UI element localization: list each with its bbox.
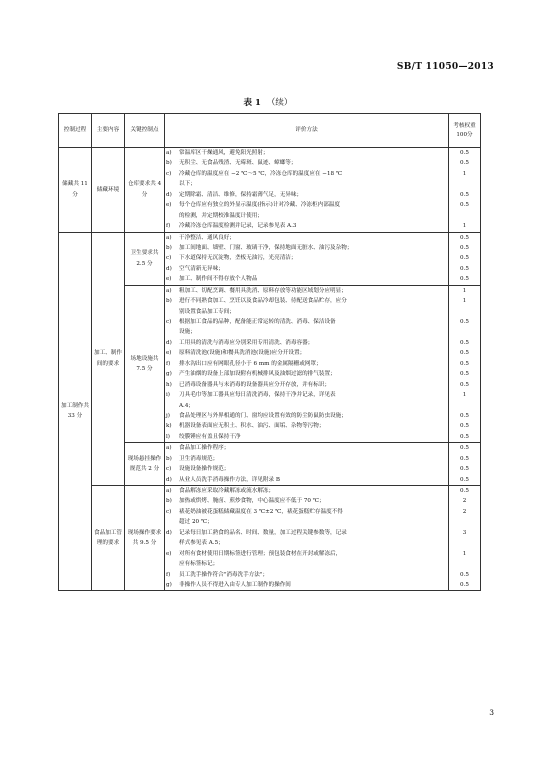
content-mgmt: 食品加工管理的要求 xyxy=(92,486,125,591)
item-text: A.4； xyxy=(179,402,194,409)
score-value: 0.5 xyxy=(460,371,469,378)
item-text: 设施； xyxy=(179,329,196,336)
method-line xyxy=(165,348,448,358)
item-marker xyxy=(165,559,179,569)
score-value: 0.5 xyxy=(460,319,469,325)
score-value xyxy=(449,559,480,569)
score-value: 0.5 xyxy=(460,423,469,430)
item-text: 已消毒设备器具与未消毒的设备器具应分开存放，并有标识； xyxy=(179,381,331,388)
score-value: 1 xyxy=(462,298,467,305)
method-line xyxy=(165,549,448,559)
score-value: 0.5 xyxy=(460,265,469,272)
item-marker: h) xyxy=(166,381,172,388)
score-value: 1 xyxy=(462,392,467,399)
score-value: 0.5 xyxy=(460,202,469,209)
item-text: 食品加工操作程序； xyxy=(179,445,230,452)
method-line xyxy=(165,528,448,538)
score-value: 0.5 xyxy=(460,234,469,241)
item-text: 原料清洗池(设施)和餐具洗消池(设施)应分开设置； xyxy=(179,350,306,357)
item-text: 应有标签标记； xyxy=(179,561,219,568)
table-row-onsite xyxy=(59,486,481,591)
item-text: 从业人员洗手消毒操作方法，详见附录 B xyxy=(179,476,280,483)
method-onsite xyxy=(165,486,449,591)
item-marker: i) xyxy=(166,392,170,399)
item-text: 设施设备操作规范； xyxy=(179,466,230,473)
item-marker: b) xyxy=(166,298,172,305)
item-text: 空气清新无异味； xyxy=(179,265,224,272)
item-text: 下水道保持无沉淀物，垄板无油污，光亮清洁； xyxy=(179,255,297,262)
score-value: 0.5 xyxy=(460,339,469,346)
item-text: 对所有食材使用日期标签进行管理；预包装食材在开封或解冻后， xyxy=(179,550,342,557)
item-text: 非操作人员不得进入由专人加工制作的操作间 xyxy=(179,581,291,588)
score-onsite xyxy=(449,486,481,591)
method-line xyxy=(165,517,448,527)
item-marker: d) xyxy=(166,265,172,272)
method-line xyxy=(165,507,448,517)
item-text: 进行不同熟食加工、烹饪以及食品冷却包装、待配送食品贮存，应分 xyxy=(179,298,347,305)
method-line xyxy=(165,274,448,284)
item-text: 定期除霜、清洁、维修，保持霜薄气足，无异味； xyxy=(179,191,303,198)
item-text: 刀具毛巾等加工器具应每日清洗消毒，保持干净并记录，详见表 xyxy=(179,392,336,399)
table-row-warehouse xyxy=(59,148,481,233)
method-line xyxy=(165,190,448,200)
item-marker: c) xyxy=(166,255,172,262)
score-value: 0.5 xyxy=(460,255,469,262)
table-row-hygiene xyxy=(59,232,481,285)
item-marker xyxy=(165,517,179,527)
method-line xyxy=(165,221,448,231)
key-point-facilities: 场地设施共 7.5 分 xyxy=(125,285,165,443)
item-marker: g) xyxy=(166,371,172,378)
item-text: 常温库区干燥通风，避免阳光照射； xyxy=(179,150,269,156)
item-marker: c) xyxy=(166,319,172,325)
item-marker: b) xyxy=(166,244,172,251)
item-text: 冷藏冷冻仓库温度检测并记录，记录参见表 A.3 xyxy=(179,223,297,230)
item-text: 加工、制作间不得存放个人物品 xyxy=(179,276,258,283)
item-text: 记录每日加工熟食的品名、时间、数量，加工过程关键参数等，记录 xyxy=(179,529,347,536)
score-value: 0.5 xyxy=(460,350,469,357)
item-text: 食品处理区与外界相通的门、窗均应设置有效的防尘防鼠防虫设施； xyxy=(179,412,347,419)
method-line xyxy=(165,179,448,189)
method-line xyxy=(165,211,448,221)
header-process: 控制过程 xyxy=(59,114,92,148)
item-text: 以下； xyxy=(179,181,196,188)
method-warehouse xyxy=(165,148,449,233)
table-title-continued: （续） xyxy=(266,98,293,108)
table-header-row xyxy=(59,114,481,148)
method-line xyxy=(165,327,448,337)
score-value: 0.5 xyxy=(460,160,469,167)
method-facilities xyxy=(165,285,449,443)
method-line xyxy=(165,243,448,253)
item-marker: b) xyxy=(166,498,172,505)
key-point-onsite: 现场操作要求共 9.5 分 xyxy=(125,486,165,591)
item-marker: b) xyxy=(166,455,172,462)
method-line xyxy=(165,359,448,369)
key-point-hygiene: 卫生要求共 2.5 分 xyxy=(125,232,165,285)
method-line xyxy=(165,421,448,431)
item-marker: a) xyxy=(166,445,172,452)
score-value: 0.5 xyxy=(460,571,469,578)
method-line xyxy=(165,580,448,590)
score-value: 2 xyxy=(462,498,467,505)
header-content: 主要内容 xyxy=(92,114,125,148)
item-marker: g) xyxy=(166,581,172,588)
item-marker xyxy=(165,538,179,548)
item-marker: f) xyxy=(166,360,171,367)
item-text: 无积尘、无食品残渣、无霉斑、鼠迹、蟑螂等； xyxy=(179,160,297,167)
item-marker: a) xyxy=(166,150,172,156)
method-line xyxy=(165,538,448,548)
score-value xyxy=(449,179,480,189)
score-value: 0.5 xyxy=(460,581,469,588)
item-marker: k) xyxy=(166,423,172,430)
item-text: 员工洗手操作符合"消毒洗手方法"； xyxy=(179,571,269,578)
item-marker: d) xyxy=(166,191,172,198)
item-text: 样式参见表 A.5； xyxy=(179,540,224,547)
item-marker: c) xyxy=(166,170,172,177)
score-ops-spec xyxy=(449,443,481,486)
score-warehouse xyxy=(449,148,481,233)
item-marker: e) xyxy=(166,276,172,283)
item-marker: a) xyxy=(166,488,172,494)
score-value: 0.5 xyxy=(460,412,469,419)
method-line xyxy=(165,296,448,306)
method-line xyxy=(165,380,448,390)
item-text: 卫生消毒规范； xyxy=(179,455,219,462)
method-ops-spec xyxy=(165,443,449,486)
item-text: 机器设备表面应无积土、积水、油污、面垢、杂物等污物； xyxy=(179,423,325,430)
method-line xyxy=(165,158,448,168)
item-text: 超过 20 ℃； xyxy=(179,519,213,526)
item-text: 产生油烟的设备上部加设附有机械排风及油烟过滤的排气装置； xyxy=(179,371,336,378)
score-value: 0.5 xyxy=(460,150,469,156)
score-value: 3 xyxy=(462,529,467,536)
item-marker: f) xyxy=(166,571,171,578)
item-marker: e) xyxy=(166,350,172,357)
item-text: 排水沟出口应有网眼孔径小于 6 mm 的金属隔栅或网罩； xyxy=(179,360,322,367)
method-line xyxy=(165,475,448,485)
content-env: 加工、制作间的要求 xyxy=(92,232,125,486)
item-marker xyxy=(165,307,179,317)
method-line xyxy=(165,454,448,464)
process-storage: 储藏共 11 分 xyxy=(59,148,92,233)
method-line xyxy=(165,411,448,421)
method-line xyxy=(165,443,448,453)
score-value: 2 xyxy=(462,508,467,515)
method-line xyxy=(165,264,448,274)
item-marker xyxy=(165,327,179,337)
table-title-label: 表 1 xyxy=(243,98,261,108)
score-value: 1 xyxy=(462,223,467,230)
header-weight: 考核权重100分 xyxy=(449,114,481,148)
item-text: 冷藏仓库的温度应在 −2 ℃～5 ℃，冷冻仓库的温度应在 −18 ℃ xyxy=(179,170,343,177)
method-line xyxy=(165,169,448,179)
score-value: 0.5 xyxy=(460,276,469,283)
key-point-ops-spec: 现场悬挂操作规范共 2 分 xyxy=(125,443,165,486)
item-marker: d) xyxy=(166,529,172,536)
method-line xyxy=(165,369,448,379)
score-value: 0.5 xyxy=(460,381,469,388)
item-marker xyxy=(165,401,179,411)
header-key-point: 关键控制点 xyxy=(125,114,165,148)
item-marker: a) xyxy=(166,287,172,294)
method-line xyxy=(165,286,448,296)
item-marker: e) xyxy=(166,202,172,209)
item-marker: e) xyxy=(166,550,172,557)
item-text: 食品解冻应采取冷藏解冻或流水解冻； xyxy=(179,488,275,494)
method-line xyxy=(165,496,448,506)
item-marker: l) xyxy=(166,433,170,440)
method-line xyxy=(165,200,448,210)
item-text: 每个仓库应有独立的外显示温度(指示)计对冷藏、冷冻柜内部温度 xyxy=(179,202,340,209)
item-marker: j) xyxy=(166,412,170,419)
score-value: 0.5 xyxy=(460,466,469,473)
item-text: 的检测，并定期校准温度计使用； xyxy=(179,212,263,219)
score-value xyxy=(449,538,480,548)
item-text: 绞膜锤应有盖且保持干净 xyxy=(179,433,241,440)
score-value: 0.5 xyxy=(460,433,469,440)
item-marker: b) xyxy=(166,160,172,167)
item-marker: a) xyxy=(166,234,172,241)
method-line xyxy=(165,570,448,580)
score-value xyxy=(449,211,480,221)
score-value xyxy=(449,401,480,411)
item-marker: c) xyxy=(166,466,172,473)
method-line xyxy=(165,390,448,400)
score-value: 0.5 xyxy=(460,445,469,452)
score-value: 0.5 xyxy=(460,488,469,494)
score-value: 0.5 xyxy=(460,476,469,483)
method-line xyxy=(165,253,448,263)
item-text: 加热或烘烤、腌卤、煎炒食物，中心温度应不低于 70 ℃； xyxy=(179,498,325,505)
score-value: 1 xyxy=(462,170,467,177)
method-line xyxy=(165,559,448,569)
item-text: 裱花奶油被花蛋糕储藏温度在 3 ℃±2 ℃，裱花蛋糕贮存温度不得 xyxy=(179,508,343,515)
header-method: 评价方法 xyxy=(165,114,449,148)
item-marker: d) xyxy=(166,339,172,346)
score-value xyxy=(449,307,480,317)
process-processing: 加工制作共 33 分 xyxy=(59,232,92,591)
method-line xyxy=(165,486,448,496)
score-value: 1 xyxy=(462,550,467,557)
method-line xyxy=(165,148,448,158)
method-line xyxy=(165,401,448,411)
item-marker xyxy=(165,211,179,221)
score-value: 0.5 xyxy=(460,360,469,367)
table-title xyxy=(0,96,536,108)
content-storage: 储藏环境 xyxy=(92,148,125,233)
item-text: 工用具的清洗与消毒应分别采用专用清洗、消毒容器； xyxy=(179,339,314,346)
item-marker: c) xyxy=(166,508,172,515)
evaluation-table xyxy=(58,113,481,591)
page-number: 3 xyxy=(489,708,494,717)
method-line xyxy=(165,317,448,327)
item-text: 粗加工、切配烹调、餐用具洗消、原料存放等功能区域划分应明显； xyxy=(179,287,347,294)
method-line xyxy=(165,432,448,442)
item-marker xyxy=(165,179,179,189)
score-value xyxy=(449,327,480,337)
score-value xyxy=(449,517,480,527)
method-line xyxy=(165,233,448,243)
method-hygiene xyxy=(165,232,449,285)
item-marker: d) xyxy=(166,476,172,483)
score-facilities xyxy=(449,285,481,443)
method-line xyxy=(165,464,448,474)
key-point-warehouse: 仓库要求共 4 分 xyxy=(125,148,165,233)
item-text: 根据加工食品的品种，配备能正常运转的清洗、消毒、保洁设备 xyxy=(179,319,336,325)
score-value: 0.5 xyxy=(460,191,469,198)
method-line xyxy=(165,307,448,317)
standard-number: SB/T 11050—2013 xyxy=(396,62,494,72)
score-value: 0.5 xyxy=(460,455,469,462)
score-value: 0.5 xyxy=(460,244,469,251)
item-text: 加工间地面、墙壁、门窗、玻璃干净，保持地面无脏水、油污及杂物； xyxy=(179,244,353,251)
item-marker: f) xyxy=(166,223,171,230)
score-value: 1 xyxy=(462,287,467,294)
score-hygiene xyxy=(449,232,481,285)
item-text: 干净整洁、通风良好； xyxy=(179,234,235,241)
method-line xyxy=(165,338,448,348)
item-text: 别设置食品加工专间； xyxy=(179,308,235,315)
